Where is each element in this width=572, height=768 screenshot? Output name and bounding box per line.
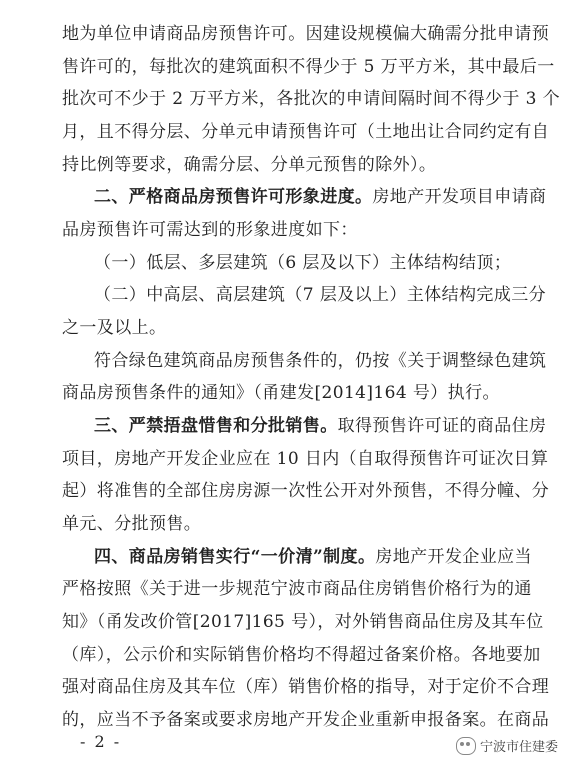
text-line-12: 商品房预售条件的通知》（甬建发[2014]164 号）执行。 — [62, 383, 500, 403]
text-line-20: （库），公示价和实际销售价格均不得超过备案价格。各地要加 — [62, 645, 541, 665]
text-line-8: （一）低层、多层建筑（6 层及以下）主体结构结顶； — [94, 253, 512, 273]
text-line-15: 起）将准售的全部住房房源一次性公开对外预售，不得分幢、分 — [62, 481, 550, 501]
section-4-heading-line: 四、商品房销售实行“一价清”制度。房地产开发企业应当 — [94, 547, 532, 567]
account-watermark — [456, 736, 558, 755]
text-line-3: 批次可不少于 2 万平方米，各批次的申请间隔时间不得少于 3 个 — [62, 89, 561, 109]
text-line-7: 品房预售许可需达到的形象进度如下： — [62, 220, 358, 240]
section-3-heading: 三、严禁捂盘惜售和分批销售。 — [94, 416, 338, 436]
text-line-10: 之一及以上。 — [62, 318, 167, 338]
text-line-21: 强对商品住房及其车位（库）销售价格的指导，对于定价不合理 — [62, 677, 550, 697]
section-4-heading: 四、商品房销售实行“一价清”制度。 — [94, 547, 376, 567]
section-2-heading: 二、严格商品房预售许可形象进度。 — [94, 187, 373, 207]
section-3-heading-line: 三、严禁捂盘惜售和分批销售。取得预售许可证的商品住房 — [94, 416, 547, 436]
text-line-18: 严格按照《关于进一步规范宁波市商品住房销售价格行为的通 — [62, 579, 532, 599]
watermark-label: 宁波市住建委 — [479, 740, 558, 755]
text-line-5: 持比例等要求，确需分层、分单元预售的除外）。 — [62, 155, 437, 175]
text-line-9: （二）中高层、高层建筑（7 层及以上）主体结构完成三分 — [94, 285, 547, 305]
page-number: - 2 - — [80, 732, 122, 751]
text-line-14: 项目，房地产开发企业应在 10 日内（自取得预售许可证次日算 — [62, 449, 549, 469]
section-2-heading-line: 二、严格商品房预售许可形象进度。房地产开发项目申请商 — [94, 187, 547, 207]
text-line-22: 的，应当不予备案或要求房地产开发企业重新申报备案。在商品 — [62, 710, 550, 730]
text-line-19: 知》（甬发改价管[2017]165 号），对外销售商品住房及其车位 — [62, 612, 544, 632]
wechat-icon — [456, 737, 476, 755]
text-line-1: 地为单位申请商品房预售许可。因建设规模偏大确需分批申请预 — [62, 24, 550, 44]
text-line-16: 单元、分批预售。 — [62, 514, 202, 534]
text-line-4: 月，且不得分层、分单元申请预售许可（土地出让合同约定有自 — [62, 122, 550, 142]
text-line-11: 符合绿色建筑商品房预售条件的，仍按《关于调整绿色建筑 — [94, 351, 547, 371]
text-line-2: 售许可的，每批次的建筑面积不得少于 5 万平方米，其中最后一 — [62, 57, 555, 77]
